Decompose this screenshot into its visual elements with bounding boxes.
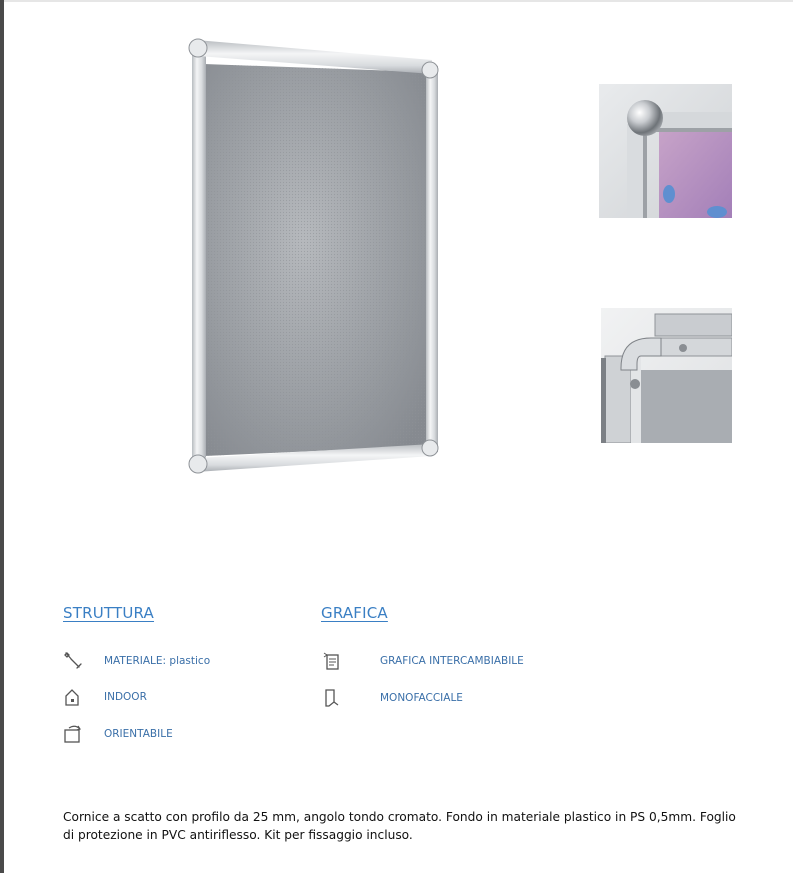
feature-orientabile xyxy=(63,724,173,744)
wrench-icon xyxy=(63,651,85,671)
page-left-border xyxy=(0,0,4,873)
feature-indoor xyxy=(63,687,147,707)
product-description: Cornice a scatto con profilo da 25 mm, angolo tondo cromato. Fondo in materiale plastico in PS 0,5mm. Foglio di protezione in PVC antiriflesso. Kit per fissaggio incluso. xyxy=(63,810,736,842)
chrome-corner-detail-image xyxy=(599,84,732,218)
feature-grafica-intercambiabile xyxy=(322,651,524,671)
feature-materiale-label: MATERIALE: plastico xyxy=(104,655,211,667)
struttura-heading: STRUTTURA xyxy=(63,604,155,622)
page-top-rule xyxy=(4,0,793,2)
frame-rotate-icon xyxy=(63,724,85,744)
grafica-heading: GRAFICA xyxy=(321,604,388,622)
feature-orientabile-label: ORIENTABILE xyxy=(104,728,173,740)
feature-indoor-label: INDOOR xyxy=(104,691,147,703)
feature-monofacciale xyxy=(322,688,463,708)
single-face-icon xyxy=(322,688,344,708)
snap-frame-product-image xyxy=(186,34,442,474)
feature-monofacciale-label: MONOFACCIALE xyxy=(380,692,463,704)
graphic-swap-icon xyxy=(322,651,344,671)
feature-materiale xyxy=(63,651,210,671)
snap-corner-detail-image xyxy=(601,308,732,443)
house-icon xyxy=(63,687,85,707)
feature-grafica-intercambiabile-label: GRAFICA INTERCAMBIABILE xyxy=(380,655,524,667)
